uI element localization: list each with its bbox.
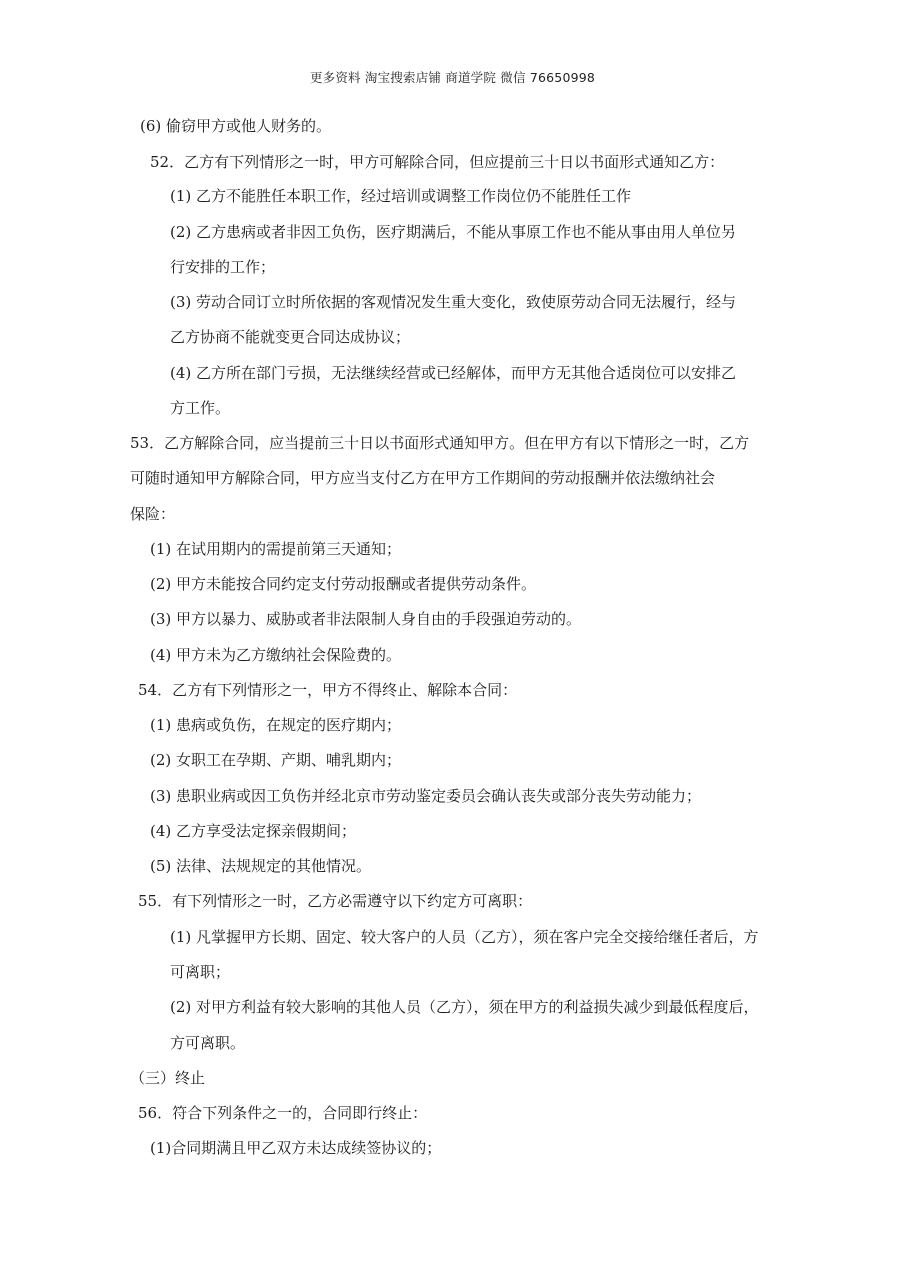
section-termination-heading: （三）终止	[130, 1069, 206, 1087]
clause-52-item-2: (2) 乙方患病或者非因工负伤，医疗期满后，不能从事原工作也不能从事由用人单位另	[170, 223, 737, 241]
clause-52-item-3: (3) 劳动合同订立时所依据的客观情况发生重大变化，致使原劳动合同无法履行，经与	[170, 293, 737, 311]
clause-56-item-1: (1)合同期满且甲乙双方未达成续签协议的；	[150, 1139, 442, 1157]
clause-55-item-1-cont: 可离职；	[170, 963, 231, 981]
clause-54-item-3: (3) 患职业病或因工负伤并经北京市劳动鉴定委员会确认丧失或部分丧失劳动能力；	[150, 787, 702, 805]
clause-54-item-2: (2) 女职工在孕期、产期、哺乳期内；	[150, 751, 402, 769]
page-header-watermark: 更多资料 淘宝搜索店铺 商道学院 微信 76650998	[309, 70, 596, 85]
clause-52-heading: 52．乙方有下列情形之一时，甲方可解除合同，但应提前三十日以书面形式通知乙方：	[150, 153, 725, 171]
clause-54-item-5: (5) 法律、法规规定的其他情况。	[150, 857, 372, 875]
clause-55-item-2: (2) 对甲方利益有较大影响的其他人员（乙方），须在甲方的利益损失减少到最低程度后，	[170, 998, 759, 1016]
clause-53-item-1: (1) 在试用期内的需提前第三天通知；	[150, 540, 402, 558]
clause-53-item-3: (3) 甲方以暴力、威胁或者非法限制人身自由的手段强迫劳动的。	[150, 610, 582, 628]
clause-53-item-2: (2) 甲方未能按合同约定支付劳动报酬或者提供劳动条件。	[150, 575, 537, 593]
clause-54-heading: 54．乙方有下列情形之一，甲方不得终止、解除本合同：	[138, 681, 518, 699]
clause-52-item-2-cont: 行安排的工作；	[170, 258, 276, 276]
clause-52-item-1: (1) 乙方不能胜任本职工作，经过培训或调整工作岗位仍不能胜任工作	[170, 187, 632, 205]
clause-55-item-1: (1) 凡掌握甲方长期、固定、较大客户的人员（乙方），须在客户完全交接给继任者后，方	[170, 928, 759, 946]
clause-53-heading-cont-2: 保险：	[130, 505, 176, 523]
clause-53-heading-cont-1: 可随时通知甲方解除合同，甲方应当支付乙方在甲方工作期间的劳动报酬并依法缴纳社会	[130, 469, 716, 487]
clause-55-item-2-cont: 方可离职。	[170, 1034, 246, 1052]
clause-52-item-4-cont: 方工作。	[170, 399, 231, 417]
clause-56-heading: 56．符合下列条件之一的，合同即行终止：	[138, 1104, 428, 1122]
clause-55-heading: 55．有下列情形之一时，乙方必需遵守以下约定方可离职：	[138, 892, 533, 910]
clause-51-item-6: (6) 偷窃甲方或他人财务的。	[140, 117, 332, 135]
clause-52-item-4: (4) 乙方所在部门亏损，无法继续经营或已经解体，而甲方无其他合适岗位可以安排乙	[170, 364, 737, 382]
clause-54-item-1: (1) 患病或负伤，在规定的医疗期内；	[150, 716, 402, 734]
clause-52-item-3-cont: 乙方协商不能就变更合同达成协议；	[170, 328, 411, 346]
clause-53-item-4: (4) 甲方未为乙方缴纳社会保险费的。	[150, 646, 402, 664]
clause-53-heading: 53．乙方解除合同，应当提前三十日以书面形式通知甲方。但在甲方有以下情形之一时，乙方	[130, 434, 750, 452]
clause-54-item-4: (4) 乙方享受法定探亲假期间；	[150, 822, 357, 840]
